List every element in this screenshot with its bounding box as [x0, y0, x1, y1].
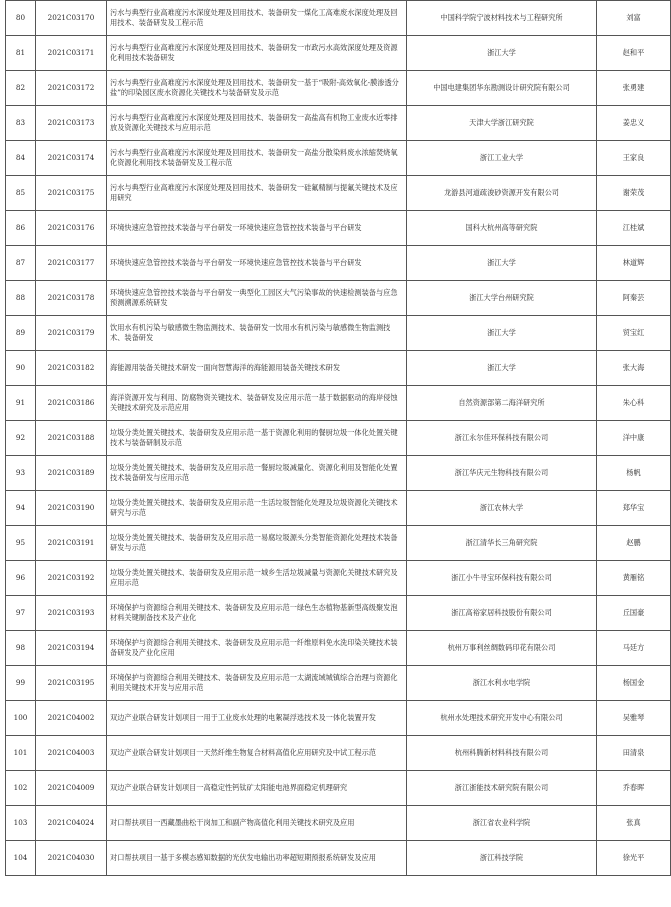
project-name: [107, 316, 407, 351]
table-row: [6, 736, 671, 771]
project-leader: 阿秦芸: [597, 281, 671, 316]
project-name-text: 环境快速应急管控技术装备与平台研发一典型化工园区大气污染事故的快速检测装备与应急预测溯源系统研发: [110, 288, 398, 307]
project-name-text: 对口帮扶项目一基于多模态感知数据的光伏发电输出功率超短期预报系统研发及应用: [110, 853, 376, 862]
row-number: 92: [6, 421, 36, 456]
project-code: 2021C04009: [36, 771, 107, 806]
table-row: [6, 561, 671, 596]
undertaking-unit: 浙江科技学院: [407, 841, 597, 876]
project-name-text: 环境保护与资源综合利用关键技术、装备研发及应用示范一纤维原料免水洗印染关键技术装备研发及产业化应用: [110, 638, 398, 657]
project-name: [107, 211, 407, 246]
row-number: 82: [6, 71, 36, 106]
project-code: 2021C03195: [36, 666, 107, 701]
table-row: [6, 631, 671, 666]
table-row: [6, 701, 671, 736]
project-leader: 郑华宝: [597, 491, 671, 526]
undertaking-unit: 杭州万事利丝绸数码印花有限公司: [407, 631, 597, 666]
project-name-text: 污水与典型行业高难度污水深度处理及回用技术、装备研发一基于“吸附-高效氧化-膜渗透分盐”的印染园区废水资源化关键技术与装备研发及示范: [110, 78, 399, 97]
row-number: 103: [6, 806, 36, 841]
project-name: [107, 281, 407, 316]
table-row: [6, 106, 671, 141]
project-name-text: 海能源用装备关键技术研发一面向智慧海洋的海能源用装备关键技术研发: [110, 363, 341, 372]
table-row: [6, 666, 671, 701]
project-name-text: 污水与典型行业高难度污水深度处理及回用技术、装备研发一煤化工高难废水深度处理及回用技术、装备研发及工程示范: [110, 8, 398, 27]
table-row: [6, 456, 671, 491]
project-leader: 谢荣茂: [597, 176, 671, 211]
table-row: [6, 1, 671, 36]
project-leader: 朱心科: [597, 386, 671, 421]
table-row: [6, 316, 671, 351]
project-code: 2021C03173: [36, 106, 107, 141]
undertaking-unit: 浙江省农业科学院: [407, 806, 597, 841]
project-name: [107, 806, 407, 841]
table-row: [6, 176, 671, 211]
project-code: 2021C03175: [36, 176, 107, 211]
undertaking-unit: 浙江小牛寻宝环保科技有限公司: [407, 561, 597, 596]
project-name: [107, 351, 407, 386]
project-code: 2021C03191: [36, 526, 107, 561]
project-name-text: 饮用水有机污染与敏感微生物监测技术、装备研发一饮用水有机污染与敏感微生物监测技术、装备研发: [110, 323, 391, 342]
row-number: 99: [6, 666, 36, 701]
project-name: [107, 666, 407, 701]
project-name-text: 垃圾分类处置关键技术、装备研发及应用示范一生活垃圾智能化处理及垃圾资源化关键技术研究与示范: [110, 498, 398, 517]
project-code: 2021C03192: [36, 561, 107, 596]
project-name: [107, 1, 407, 36]
undertaking-unit: 中国科学院宁波材料技术与工程研究所: [407, 1, 597, 36]
project-name: [107, 736, 407, 771]
project-name-text: 污水与典型行业高难度污水深度处理及回用技术、装备研发一硅氟精制与提氟关键技术及应用研究: [110, 183, 398, 202]
undertaking-unit: 天津大学浙江研究院: [407, 106, 597, 141]
project-name: [107, 841, 407, 876]
project-code: 2021C03194: [36, 631, 107, 666]
project-leader: 杨国金: [597, 666, 671, 701]
project-code: 2021C03178: [36, 281, 107, 316]
project-name-text: 对口帮扶项目一西藏墨曲松干岗加工和副产物高值化利用关键技术研究及应用: [110, 818, 355, 827]
project-name: [107, 176, 407, 211]
project-leader: 姜忠义: [597, 106, 671, 141]
project-name: [107, 491, 407, 526]
table-row: [6, 246, 671, 281]
project-leader: 吴雅琴: [597, 701, 671, 736]
project-name-text: 污水与典型行业高难度污水深度处理及回用技术、装备研发一市政污水高效深度处理及资源化利用技术装备研发: [110, 43, 398, 62]
project-code: 2021C04024: [36, 806, 107, 841]
undertaking-unit: 浙江华庆元生物科技有限公司: [407, 456, 597, 491]
undertaking-unit: 浙江农林大学: [407, 491, 597, 526]
project-name-text: 双边产业联合研发计划项目一天然纤维生物复合材料高值化应用研究及中试工程示范: [110, 748, 376, 757]
project-name: [107, 71, 407, 106]
project-code: 2021C04003: [36, 736, 107, 771]
project-name-text: 垃圾分类处置关键技术、装备研发及应用示范一基于资源化利用的餐厨垃圾一体化处置关键技术与装备研制及示范: [110, 428, 398, 447]
table-row: [6, 141, 671, 176]
project-code: 2021C03171: [36, 36, 107, 71]
row-number: 101: [6, 736, 36, 771]
project-leader: 洋中康: [597, 421, 671, 456]
undertaking-unit: 中国电建集团华东勘测设计研究院有限公司: [407, 71, 597, 106]
project-name-text: 环境保护与资源综合利用关键技术、装备研发及应用示范一太湖流域城镇综合治理与资源化利用关键技术开发与应用示范: [110, 673, 398, 692]
project-code: 2021C03177: [36, 246, 107, 281]
table-row: [6, 386, 671, 421]
row-number: 85: [6, 176, 36, 211]
project-name: [107, 526, 407, 561]
project-leader: 徐光平: [597, 841, 671, 876]
row-number: 84: [6, 141, 36, 176]
project-leader: 张勇建: [597, 71, 671, 106]
project-name: [107, 631, 407, 666]
table-row: [6, 526, 671, 561]
project-list-table: [5, 0, 671, 876]
row-number: 102: [6, 771, 36, 806]
table-row: [6, 281, 671, 316]
undertaking-unit: 浙江大学: [407, 36, 597, 71]
undertaking-unit: 浙江工业大学: [407, 141, 597, 176]
row-number: 100: [6, 701, 36, 736]
project-code: 2021C03182: [36, 351, 107, 386]
project-name-text: 垃圾分类处置关键技术、装备研发及应用示范一餐厨垃圾减量化、资源化利用及智能化处置技术装备研发与应用示范: [110, 463, 398, 482]
table-row: [6, 36, 671, 71]
table-row: [6, 771, 671, 806]
project-name: [107, 106, 407, 141]
project-code: 2021C04002: [36, 701, 107, 736]
project-code: 2021C03189: [36, 456, 107, 491]
project-name-text: 垃圾分类处置关键技术、装备研发及应用示范一易腐垃圾源头分类智能资源化处理技术装备研发与示范: [110, 533, 398, 552]
project-leader: 乔春晖: [597, 771, 671, 806]
project-code: 2021C03174: [36, 141, 107, 176]
project-leader: 林道辉: [597, 246, 671, 281]
row-number: 87: [6, 246, 36, 281]
project-leader: 丘国豪: [597, 596, 671, 631]
project-name-text: 海洋资源开发与利用、防腐物资关键技术、装备研发及应用示范一基于数据驱动的海岸侵蚀关键技术研究及示范应用: [110, 393, 398, 412]
project-name: [107, 596, 407, 631]
project-leader: 杨帆: [597, 456, 671, 491]
project-name-text: 双边产业联合研发计划项目一用于工业废水处理的电絮凝浮选技术及一体化装置开发: [110, 713, 376, 722]
undertaking-unit: 浙江大学台州研究院: [407, 281, 597, 316]
project-leader: 田清泉: [597, 736, 671, 771]
project-code: 2021C04030: [36, 841, 107, 876]
project-leader: 张大海: [597, 351, 671, 386]
project-name: [107, 36, 407, 71]
project-name: [107, 456, 407, 491]
project-name: [107, 701, 407, 736]
project-code: 2021C03172: [36, 71, 107, 106]
undertaking-unit: 浙江清华长三角研究院: [407, 526, 597, 561]
undertaking-unit: 浙江大学: [407, 316, 597, 351]
project-name-text: 污水与典型行业高难度污水深度处理及回用技术、装备研发一高盐高有机物工业废水近零排放及资源化关键技术与应用示范: [110, 113, 398, 132]
project-leader: 贸宝红: [597, 316, 671, 351]
project-leader: 赵鹏: [597, 526, 671, 561]
row-number: 83: [6, 106, 36, 141]
project-code: 2021C03170: [36, 1, 107, 36]
undertaking-unit: 浙江永尔佳环保科技有限公司: [407, 421, 597, 456]
undertaking-unit: 浙江大学: [407, 246, 597, 281]
row-number: 96: [6, 561, 36, 596]
project-leader: 刘富: [597, 1, 671, 36]
project-code: 2021C03186: [36, 386, 107, 421]
project-name: [107, 771, 407, 806]
row-number: 94: [6, 491, 36, 526]
row-number: 95: [6, 526, 36, 561]
table-row: [6, 596, 671, 631]
project-name: [107, 141, 407, 176]
project-name-text: 环境保护与资源综合利用关键技术、装备研发及应用示范一绿色生态植物基新型高级聚发泡材料关键制备技术及产业化: [110, 603, 398, 622]
table-row: [6, 71, 671, 106]
row-number: 80: [6, 1, 36, 36]
project-leader: 江桂斌: [597, 211, 671, 246]
row-number: 104: [6, 841, 36, 876]
project-name-text: 环境快速应急管控技术装备与平台研发一环境快速应急管控技术装备与平台研发: [110, 258, 362, 267]
undertaking-unit: 浙江大学: [407, 351, 597, 386]
project-name-text: 垃圾分类处置关键技术、装备研发及应用示范一城乡生活垃圾减量与资源化关键技术研究及应用示范: [110, 568, 398, 587]
project-code: 2021C03176: [36, 211, 107, 246]
row-number: 89: [6, 316, 36, 351]
table-row: [6, 841, 671, 876]
project-code: 2021C03190: [36, 491, 107, 526]
project-leader: 王家良: [597, 141, 671, 176]
project-name-text: 环境快速应急管控技术装备与平台研发一环境快速应急管控技术装备与平台研发: [110, 223, 362, 232]
undertaking-unit: 龙游县河道疏浚砂资源开发有限公司: [407, 176, 597, 211]
table-row: [6, 351, 671, 386]
undertaking-unit: 自然资源部第二海洋研究所: [407, 386, 597, 421]
row-number: 93: [6, 456, 36, 491]
project-name: [107, 386, 407, 421]
row-number: 97: [6, 596, 36, 631]
project-leader: 马廷方: [597, 631, 671, 666]
project-name: [107, 421, 407, 456]
table-row: [6, 491, 671, 526]
project-name: [107, 561, 407, 596]
project-name: [107, 246, 407, 281]
row-number: 86: [6, 211, 36, 246]
row-number: 81: [6, 36, 36, 71]
project-list-body: [6, 1, 671, 876]
table-row: [6, 806, 671, 841]
row-number: 98: [6, 631, 36, 666]
table-row: [6, 421, 671, 456]
project-leader: 张真: [597, 806, 671, 841]
row-number: 88: [6, 281, 36, 316]
project-leader: 黄雁铭: [597, 561, 671, 596]
undertaking-unit: 杭州水处理技术研究开发中心有限公司: [407, 701, 597, 736]
undertaking-unit: 杭州科腾新材料科技有限公司: [407, 736, 597, 771]
project-name-text: 双边产业联合研发计划项目一高稳定性钙钛矿太阳能电池界面稳定机理研究: [110, 783, 348, 792]
undertaking-unit: 浙江高裕家居科技股份有限公司: [407, 596, 597, 631]
project-code: 2021C03188: [36, 421, 107, 456]
table-row: [6, 211, 671, 246]
undertaking-unit: 浙江浙能技术研究院有限公司: [407, 771, 597, 806]
project-code: 2021C03179: [36, 316, 107, 351]
undertaking-unit: 浙江水利水电学院: [407, 666, 597, 701]
row-number: 90: [6, 351, 36, 386]
undertaking-unit: 国科大杭州高等研究院: [407, 211, 597, 246]
project-code: 2021C03193: [36, 596, 107, 631]
row-number: 91: [6, 386, 36, 421]
project-name-text: 污水与典型行业高难度污水深度处理及回用技术、装备研发一高盐分散染料废水浓缩焚烧氧化资源化利用技术装备研发及工程示范: [110, 148, 398, 167]
project-leader: 赵和平: [597, 36, 671, 71]
